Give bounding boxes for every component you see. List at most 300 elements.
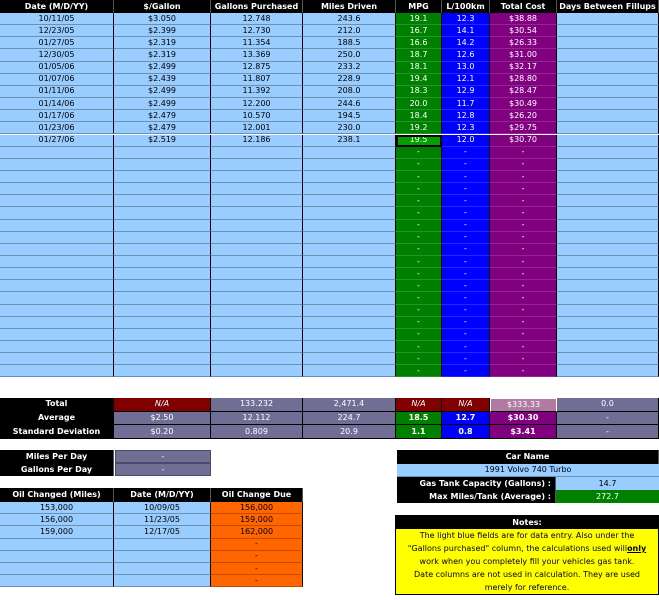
empty-cell-l100: - bbox=[442, 305, 490, 317]
column-header-price: $/Gallon bbox=[114, 0, 211, 13]
summary-stddev-miles: 20.9 bbox=[303, 425, 396, 439]
oil-cell-miles[interactable]: 153,000 bbox=[0, 502, 114, 514]
empty-cell-miles[interactable] bbox=[303, 207, 396, 219]
cell-miles[interactable]: 208.0 bbox=[303, 86, 396, 98]
empty-cell-mpg: - bbox=[396, 183, 442, 195]
empty-cell-cost: - bbox=[490, 232, 557, 244]
cell-date[interactable]: 10/11/05 bbox=[0, 13, 114, 25]
empty-cell-l100: - bbox=[442, 159, 490, 171]
empty-cell-days[interactable] bbox=[557, 280, 659, 292]
cell-cost: $30.70 bbox=[490, 135, 557, 147]
empty-cell-l100: - bbox=[442, 232, 490, 244]
summary-stddev-mpg: 1.1 bbox=[396, 425, 442, 439]
empty-cell-l100: - bbox=[442, 341, 490, 353]
column-header-date: Date (M/D/YY) bbox=[0, 0, 114, 13]
empty-cell-days[interactable] bbox=[557, 232, 659, 244]
cell-l100: 14.1 bbox=[442, 25, 490, 37]
empty-cell-date[interactable] bbox=[0, 220, 114, 232]
summary-total-gallons: 133.232 bbox=[211, 398, 303, 412]
empty-cell-miles[interactable] bbox=[303, 159, 396, 171]
cell-days[interactable] bbox=[557, 98, 659, 110]
cell-gallons[interactable]: 11.807 bbox=[211, 74, 303, 86]
empty-cell-price[interactable] bbox=[114, 232, 211, 244]
empty-cell-days[interactable] bbox=[557, 147, 659, 159]
empty-cell-days[interactable] bbox=[557, 171, 659, 183]
cell-date[interactable]: 01/05/06 bbox=[0, 62, 114, 74]
cell-price[interactable]: $2.319 bbox=[114, 49, 211, 61]
cell-price[interactable]: $3.050 bbox=[114, 13, 211, 25]
empty-cell-gallons[interactable] bbox=[211, 220, 303, 232]
empty-cell-gallons[interactable] bbox=[211, 256, 303, 268]
oil-cell-date[interactable] bbox=[114, 575, 211, 587]
cell-cost: $28.80 bbox=[490, 74, 557, 86]
empty-cell-mpg: - bbox=[396, 341, 442, 353]
cell-l100: 12.8 bbox=[442, 110, 490, 122]
column-header-l100: L/100km bbox=[442, 0, 490, 13]
empty-cell-miles[interactable] bbox=[303, 232, 396, 244]
empty-cell-cost: - bbox=[490, 365, 557, 377]
empty-cell-days[interactable] bbox=[557, 220, 659, 232]
empty-cell-gallons[interactable] bbox=[211, 159, 303, 171]
gallons-per-day-value: - bbox=[115, 463, 211, 476]
cell-mpg: 19.1 bbox=[396, 13, 442, 25]
cell-miles[interactable]: 228.9 bbox=[303, 74, 396, 86]
cell-mpg: 18.4 bbox=[396, 110, 442, 122]
empty-cell-days[interactable] bbox=[557, 305, 659, 317]
summary-average-l100: 12.7 bbox=[442, 412, 490, 426]
cell-gallons[interactable]: 12.875 bbox=[211, 62, 303, 74]
empty-cell-gallons[interactable] bbox=[211, 147, 303, 159]
cell-gallons[interactable]: 12.730 bbox=[211, 25, 303, 37]
empty-cell-miles[interactable] bbox=[303, 171, 396, 183]
cell-gallons[interactable]: 11.354 bbox=[211, 37, 303, 49]
cell-l100: 14.2 bbox=[442, 37, 490, 49]
cell-miles[interactable]: 230.0 bbox=[303, 122, 396, 134]
empty-cell-days[interactable] bbox=[557, 292, 659, 304]
empty-cell-miles[interactable] bbox=[303, 195, 396, 207]
cell-cost: $28.47 bbox=[490, 86, 557, 98]
cell-gallons[interactable]: 12.001 bbox=[211, 122, 303, 134]
summary-average-cost: $30.30 bbox=[490, 412, 557, 426]
cell-miles[interactable]: 238.1 bbox=[303, 135, 396, 147]
cell-cost: $30.49 bbox=[490, 98, 557, 110]
notes-line-2 bbox=[396, 543, 658, 555]
empty-cell-gallons[interactable] bbox=[211, 365, 303, 377]
notes-line-3: work when you completely fill your vehicles gas tank. bbox=[419, 557, 635, 566]
summary-stddev-l100: 0.8 bbox=[442, 425, 490, 439]
empty-cell-miles[interactable] bbox=[303, 341, 396, 353]
cell-days[interactable] bbox=[557, 49, 659, 61]
empty-cell-cost: - bbox=[490, 280, 557, 292]
summary-average-price: $2.50 bbox=[114, 412, 211, 426]
oil-cell-date[interactable]: 11/23/05 bbox=[114, 514, 211, 526]
empty-cell-cost: - bbox=[490, 147, 557, 159]
empty-cell-gallons[interactable] bbox=[211, 232, 303, 244]
oil-cell-date[interactable] bbox=[114, 551, 211, 563]
cell-days[interactable] bbox=[557, 37, 659, 49]
empty-cell-price[interactable] bbox=[114, 207, 211, 219]
empty-cell-miles[interactable] bbox=[303, 147, 396, 159]
empty-cell-price[interactable] bbox=[114, 317, 211, 329]
cell-l100: 12.9 bbox=[442, 86, 490, 98]
miles-per-day-value: - bbox=[115, 450, 211, 463]
empty-cell-mpg: - bbox=[396, 220, 442, 232]
cell-l100: 12.3 bbox=[442, 122, 490, 134]
empty-cell-gallons[interactable] bbox=[211, 292, 303, 304]
empty-cell-miles[interactable] bbox=[303, 292, 396, 304]
empty-cell-days[interactable] bbox=[557, 256, 659, 268]
cell-miles[interactable]: 194.5 bbox=[303, 110, 396, 122]
cell-days[interactable] bbox=[557, 25, 659, 37]
empty-cell-days[interactable] bbox=[557, 244, 659, 256]
empty-cell-price[interactable] bbox=[114, 305, 211, 317]
empty-cell-price[interactable] bbox=[114, 220, 211, 232]
empty-cell-date[interactable] bbox=[0, 159, 114, 171]
cell-gallons[interactable]: 12.200 bbox=[211, 98, 303, 110]
empty-cell-price[interactable] bbox=[114, 183, 211, 195]
cell-cost: $26.33 bbox=[490, 37, 557, 49]
cell-gallons[interactable]: 12.186 bbox=[211, 135, 303, 147]
cell-l100: 12.0 bbox=[442, 135, 490, 147]
oil-cell-miles[interactable] bbox=[0, 539, 114, 551]
cell-gallons[interactable]: 10.570 bbox=[211, 110, 303, 122]
empty-cell-gallons[interactable] bbox=[211, 305, 303, 317]
empty-cell-date[interactable] bbox=[0, 353, 114, 365]
empty-cell-l100: - bbox=[442, 317, 490, 329]
cell-cost: $32.17 bbox=[490, 62, 557, 74]
cell-date[interactable]: 01/14/06 bbox=[0, 98, 114, 110]
car-name-field[interactable]: 1991 Volvo 740 Turbo bbox=[397, 464, 659, 477]
empty-cell-miles[interactable] bbox=[303, 280, 396, 292]
notes-line-2-emphasis: only bbox=[627, 544, 647, 553]
column-header-miles: Miles Driven bbox=[303, 0, 396, 13]
empty-cell-miles[interactable] bbox=[303, 329, 396, 341]
cell-gallons[interactable]: 11.392 bbox=[211, 86, 303, 98]
cell-days[interactable] bbox=[557, 86, 659, 98]
empty-cell-l100: - bbox=[442, 268, 490, 280]
cell-mpg: 18.7 bbox=[396, 49, 442, 61]
empty-cell-mpg: - bbox=[396, 256, 442, 268]
oil-cell-date[interactable] bbox=[114, 539, 211, 551]
car-name-header: Car Name bbox=[397, 450, 659, 464]
oil-cell-due: - bbox=[211, 539, 303, 551]
notes-line-2-text: "Gallons purchased" column, the calculations used will bbox=[407, 544, 628, 553]
empty-cell-price[interactable] bbox=[114, 159, 211, 171]
empty-cell-price[interactable] bbox=[114, 341, 211, 353]
cell-l100: 12.6 bbox=[442, 49, 490, 61]
empty-cell-cost: - bbox=[490, 341, 557, 353]
summary-total-miles: 2,471.4 bbox=[303, 398, 396, 412]
empty-cell-mpg: - bbox=[396, 232, 442, 244]
cell-miles[interactable]: 212.0 bbox=[303, 25, 396, 37]
empty-cell-days[interactable] bbox=[557, 317, 659, 329]
cell-price[interactable]: $2.479 bbox=[114, 122, 211, 134]
cell-l100: 12.1 bbox=[442, 74, 490, 86]
max-miles-value: 272.7 bbox=[556, 490, 659, 503]
empty-cell-l100: - bbox=[442, 353, 490, 365]
oil-cell-date[interactable]: 12/17/05 bbox=[114, 526, 211, 538]
empty-cell-date[interactable] bbox=[0, 207, 114, 219]
notes-box bbox=[395, 515, 659, 595]
cell-miles[interactable]: 250.0 bbox=[303, 49, 396, 61]
oil-cell-miles[interactable] bbox=[0, 551, 114, 563]
empty-cell-mpg: - bbox=[396, 207, 442, 219]
cell-mpg: 19.4 bbox=[396, 74, 442, 86]
cell-mpg: 16.6 bbox=[396, 37, 442, 49]
empty-cell-gallons[interactable] bbox=[211, 353, 303, 365]
empty-cell-l100: - bbox=[442, 195, 490, 207]
empty-cell-mpg: - bbox=[396, 244, 442, 256]
summary-average-days: - bbox=[557, 412, 659, 426]
notes-line-5: merely for reference. bbox=[484, 583, 570, 592]
empty-cell-cost: - bbox=[490, 195, 557, 207]
empty-cell-price[interactable] bbox=[114, 329, 211, 341]
empty-cell-price[interactable] bbox=[114, 353, 211, 365]
empty-cell-date[interactable] bbox=[0, 171, 114, 183]
empty-cell-cost: - bbox=[490, 159, 557, 171]
empty-cell-cost: - bbox=[490, 220, 557, 232]
oil-cell-miles[interactable]: 159,000 bbox=[0, 526, 114, 538]
empty-cell-l100: - bbox=[442, 244, 490, 256]
column-header-mpg: MPG bbox=[396, 0, 442, 13]
empty-cell-miles[interactable] bbox=[303, 317, 396, 329]
empty-cell-l100: - bbox=[442, 171, 490, 183]
cell-cost: $31.00 bbox=[490, 49, 557, 61]
empty-cell-mpg: - bbox=[396, 353, 442, 365]
cell-date[interactable]: 12/23/05 bbox=[0, 25, 114, 37]
empty-cell-date[interactable] bbox=[0, 365, 114, 377]
empty-cell-cost: - bbox=[490, 305, 557, 317]
empty-cell-price[interactable] bbox=[114, 244, 211, 256]
empty-cell-l100: - bbox=[442, 256, 490, 268]
empty-cell-cost: - bbox=[490, 353, 557, 365]
empty-cell-date[interactable] bbox=[0, 147, 114, 159]
cell-mpg: 18.3 bbox=[396, 86, 442, 98]
empty-cell-miles[interactable] bbox=[303, 183, 396, 195]
notes-line-4: Date columns are not used in calculation. They are used bbox=[414, 570, 640, 579]
empty-cell-date[interactable] bbox=[0, 232, 114, 244]
empty-cell-mpg: - bbox=[396, 292, 442, 304]
cell-mpg: 16.7 bbox=[396, 25, 442, 37]
empty-cell-cost: - bbox=[490, 244, 557, 256]
empty-cell-miles[interactable] bbox=[303, 220, 396, 232]
oil-cell-miles[interactable]: 156,000 bbox=[0, 514, 114, 526]
summary-stddev-gallons: 0.809 bbox=[211, 425, 303, 439]
empty-cell-miles[interactable] bbox=[303, 353, 396, 365]
empty-cell-cost: - bbox=[490, 171, 557, 183]
empty-cell-mpg: - bbox=[396, 317, 442, 329]
cell-l100: 13.0 bbox=[442, 62, 490, 74]
empty-cell-date[interactable] bbox=[0, 183, 114, 195]
empty-cell-days[interactable] bbox=[557, 159, 659, 171]
column-header-gallons: Gallons Purchased bbox=[211, 0, 303, 13]
cell-miles[interactable]: 244.6 bbox=[303, 98, 396, 110]
empty-cell-l100: - bbox=[442, 365, 490, 377]
empty-cell-gallons[interactable] bbox=[211, 280, 303, 292]
empty-cell-mpg: - bbox=[396, 195, 442, 207]
summary-total-days: 0.0 bbox=[557, 398, 659, 412]
empty-cell-date[interactable] bbox=[0, 329, 114, 341]
cell-gallons[interactable]: 13.369 bbox=[211, 49, 303, 61]
empty-cell-cost: - bbox=[490, 317, 557, 329]
empty-cell-gallons[interactable] bbox=[211, 207, 303, 219]
summary-average-mpg: 18.5 bbox=[396, 412, 442, 426]
cell-cost: $29.75 bbox=[490, 122, 557, 134]
cell-price[interactable]: $2.399 bbox=[114, 25, 211, 37]
summary-total-l100: N/A bbox=[442, 398, 490, 412]
empty-cell-mpg: - bbox=[396, 365, 442, 377]
cell-l100: 11.7 bbox=[442, 98, 490, 110]
cell-miles[interactable]: 188.5 bbox=[303, 37, 396, 49]
empty-cell-date[interactable] bbox=[0, 317, 114, 329]
empty-cell-miles[interactable] bbox=[303, 268, 396, 280]
summary-average-gallons: 12.112 bbox=[211, 412, 303, 426]
empty-cell-price[interactable] bbox=[114, 280, 211, 292]
empty-cell-gallons[interactable] bbox=[211, 317, 303, 329]
empty-cell-date[interactable] bbox=[0, 195, 114, 207]
empty-cell-price[interactable] bbox=[114, 147, 211, 159]
cell-cost: $26.20 bbox=[490, 110, 557, 122]
cell-miles[interactable]: 243.6 bbox=[303, 13, 396, 25]
empty-cell-date[interactable] bbox=[0, 305, 114, 317]
cell-price[interactable]: $2.319 bbox=[114, 37, 211, 49]
empty-cell-days[interactable] bbox=[557, 207, 659, 219]
empty-cell-date[interactable] bbox=[0, 256, 114, 268]
empty-cell-cost: - bbox=[490, 268, 557, 280]
empty-cell-mpg: - bbox=[396, 268, 442, 280]
empty-cell-mpg: - bbox=[396, 280, 442, 292]
empty-cell-price[interactable] bbox=[114, 292, 211, 304]
summary-total-price: N/A bbox=[114, 398, 211, 412]
empty-cell-gallons[interactable] bbox=[211, 329, 303, 341]
empty-cell-price[interactable] bbox=[114, 256, 211, 268]
cell-date[interactable]: 01/23/06 bbox=[0, 122, 114, 134]
empty-cell-gallons[interactable] bbox=[211, 244, 303, 256]
empty-cell-date[interactable] bbox=[0, 244, 114, 256]
notes-title: Notes: bbox=[396, 516, 658, 529]
empty-cell-days[interactable] bbox=[557, 341, 659, 353]
empty-cell-days[interactable] bbox=[557, 183, 659, 195]
empty-cell-gallons[interactable] bbox=[211, 341, 303, 353]
empty-cell-days[interactable] bbox=[557, 329, 659, 341]
empty-cell-l100: - bbox=[442, 147, 490, 159]
summary-total-cost: $333.33 bbox=[490, 398, 557, 412]
cell-date[interactable]: 12/30/05 bbox=[0, 49, 114, 61]
cell-l100: 12.3 bbox=[442, 13, 490, 25]
cell-price[interactable]: $2.439 bbox=[114, 74, 211, 86]
cell-mpg: 19.5 bbox=[396, 135, 442, 147]
cell-miles[interactable]: 233.2 bbox=[303, 62, 396, 74]
oil-cell-due: - bbox=[211, 551, 303, 563]
column-header-days: Days Between Fillups bbox=[557, 0, 659, 13]
empty-cell-gallons[interactable] bbox=[211, 268, 303, 280]
gallons-per-day-label: Gallons Per Day bbox=[0, 463, 114, 476]
summary-average-label: Average bbox=[0, 412, 114, 426]
cell-days[interactable] bbox=[557, 110, 659, 122]
oil-cell-due: 156,000 bbox=[211, 502, 303, 514]
empty-cell-miles[interactable] bbox=[303, 305, 396, 317]
cell-cost: $38.88 bbox=[490, 13, 557, 25]
empty-cell-cost: - bbox=[490, 256, 557, 268]
summary-stddev-label: Standard Deviation bbox=[0, 425, 114, 439]
max-miles-label: Max Miles/Tank (Average) : bbox=[397, 490, 556, 503]
oil-cell-due: 159,000 bbox=[211, 514, 303, 526]
empty-cell-l100: - bbox=[442, 183, 490, 195]
empty-cell-days[interactable] bbox=[557, 195, 659, 207]
empty-cell-date[interactable] bbox=[0, 280, 114, 292]
cell-days[interactable] bbox=[557, 74, 659, 86]
summary-average-miles: 224.7 bbox=[303, 412, 396, 426]
tank-capacity-field[interactable]: 14.7 bbox=[556, 477, 659, 490]
empty-cell-gallons[interactable] bbox=[211, 195, 303, 207]
empty-cell-miles[interactable] bbox=[303, 244, 396, 256]
cell-price[interactable]: $2.499 bbox=[114, 62, 211, 74]
cell-date[interactable]: 01/07/06 bbox=[0, 74, 114, 86]
summary-stddev-days: - bbox=[557, 425, 659, 439]
oil-cell-miles[interactable] bbox=[0, 575, 114, 587]
empty-cell-date[interactable] bbox=[0, 341, 114, 353]
empty-cell-price[interactable] bbox=[114, 268, 211, 280]
cell-date[interactable]: 01/27/05 bbox=[0, 37, 114, 49]
empty-cell-mpg: - bbox=[396, 329, 442, 341]
cell-price[interactable]: $2.479 bbox=[114, 110, 211, 122]
oil-cell-due: - bbox=[211, 575, 303, 587]
empty-cell-days[interactable] bbox=[557, 365, 659, 377]
cell-price[interactable]: $2.519 bbox=[114, 135, 211, 147]
empty-cell-gallons[interactable] bbox=[211, 183, 303, 195]
empty-cell-gallons[interactable] bbox=[211, 171, 303, 183]
empty-cell-days[interactable] bbox=[557, 268, 659, 280]
oil-cell-miles[interactable] bbox=[0, 563, 114, 575]
cell-date[interactable]: 01/17/06 bbox=[0, 110, 114, 122]
oil-header-miles: Oil Changed (Miles) bbox=[0, 488, 114, 502]
summary-stddev-cost: $3.41 bbox=[490, 425, 557, 439]
summary-total-mpg: N/A bbox=[396, 398, 442, 412]
oil-cell-date[interactable]: 10/09/05 bbox=[114, 502, 211, 514]
cell-days[interactable] bbox=[557, 62, 659, 74]
empty-cell-miles[interactable] bbox=[303, 256, 396, 268]
empty-cell-price[interactable] bbox=[114, 171, 211, 183]
empty-cell-price[interactable] bbox=[114, 365, 211, 377]
empty-cell-cost: - bbox=[490, 329, 557, 341]
empty-cell-l100: - bbox=[442, 329, 490, 341]
cell-mpg: 19.2 bbox=[396, 122, 442, 134]
empty-cell-l100: - bbox=[442, 280, 490, 292]
empty-cell-days[interactable] bbox=[557, 353, 659, 365]
empty-cell-date[interactable] bbox=[0, 268, 114, 280]
oil-cell-date[interactable] bbox=[114, 563, 211, 575]
cell-days[interactable] bbox=[557, 13, 659, 25]
empty-cell-cost: - bbox=[490, 183, 557, 195]
empty-cell-mpg: - bbox=[396, 159, 442, 171]
cell-cost: $30.54 bbox=[490, 25, 557, 37]
empty-cell-miles[interactable] bbox=[303, 365, 396, 377]
cell-days[interactable] bbox=[557, 135, 659, 147]
cell-days[interactable] bbox=[557, 122, 659, 134]
cell-price[interactable]: $2.499 bbox=[114, 86, 211, 98]
cell-price[interactable]: $2.499 bbox=[114, 98, 211, 110]
empty-cell-mpg: - bbox=[396, 147, 442, 159]
miles-per-day-label: Miles Per Day bbox=[0, 450, 114, 463]
cell-date[interactable]: 01/11/06 bbox=[0, 86, 114, 98]
cell-date[interactable]: 01/27/06 bbox=[0, 135, 114, 147]
empty-cell-mpg: - bbox=[396, 171, 442, 183]
empty-cell-price[interactable] bbox=[114, 195, 211, 207]
column-header-cost: Total Cost bbox=[490, 0, 557, 13]
empty-cell-date[interactable] bbox=[0, 292, 114, 304]
cell-gallons[interactable]: 12.748 bbox=[211, 13, 303, 25]
oil-header-date: Date (M/D/YY) bbox=[114, 488, 211, 502]
